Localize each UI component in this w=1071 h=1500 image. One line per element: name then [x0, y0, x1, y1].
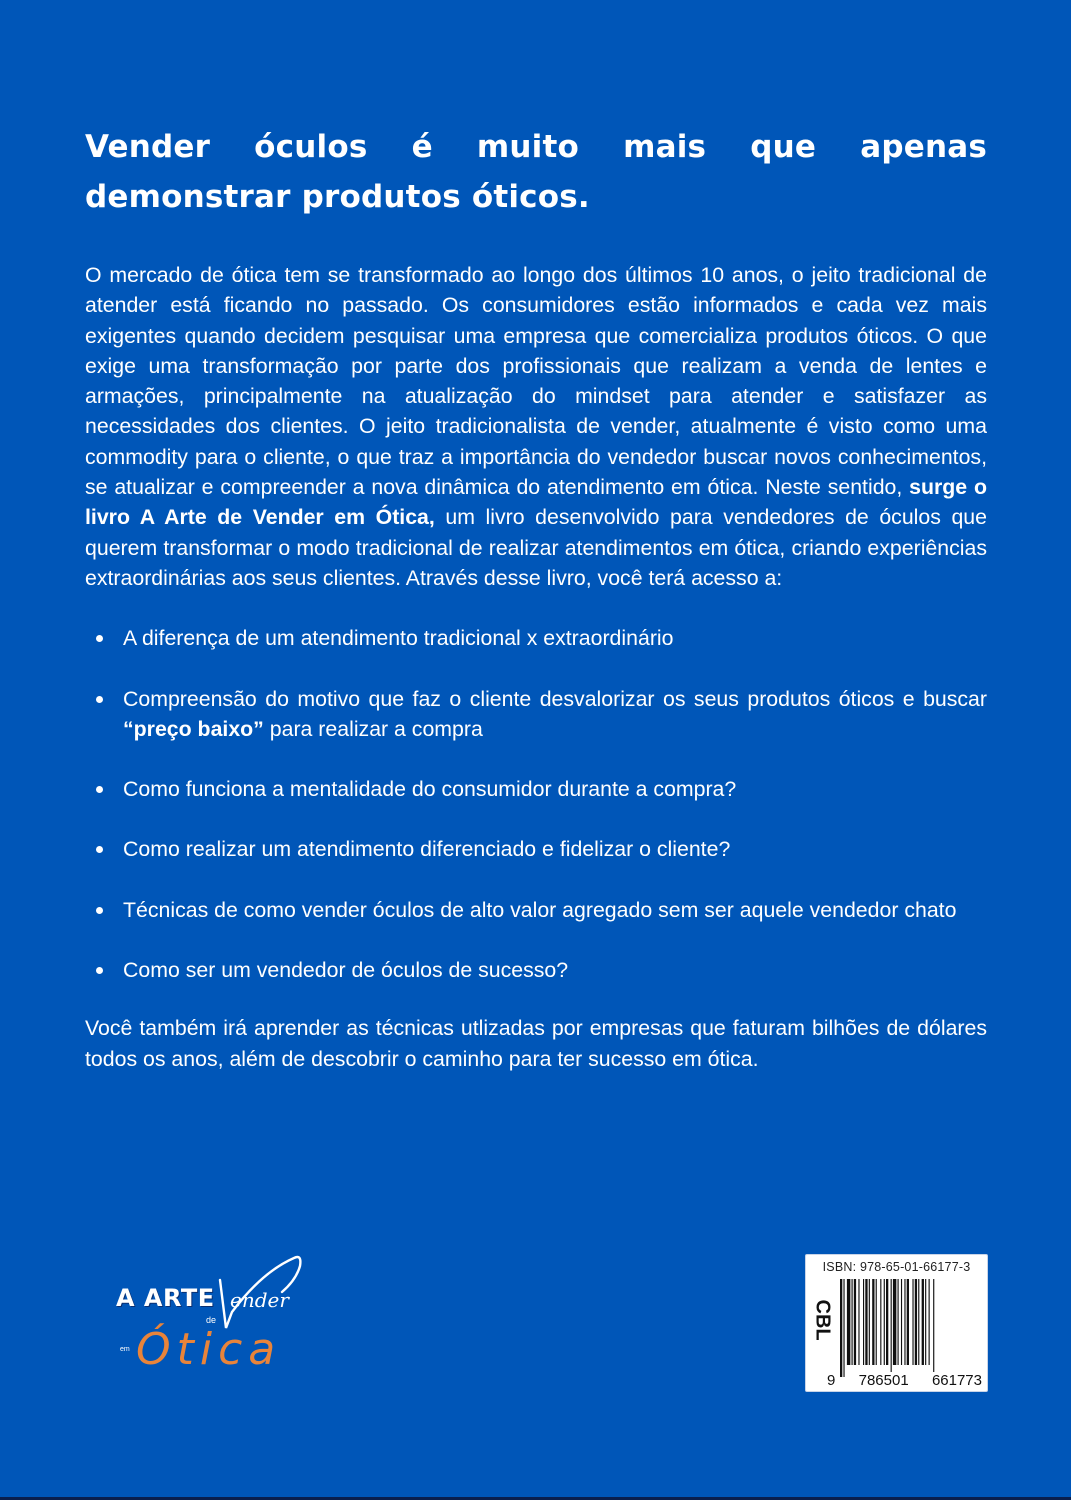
barcode-digit-group: 661773: [931, 1372, 982, 1389]
barcode-digits: [826, 1372, 983, 1389]
barcode-bar: [901, 1279, 902, 1365]
barcode-bar: [904, 1279, 905, 1365]
closing-paragraph: Você também irá aprender as técnicas utlizadas por empresas que faturam bilhões de dólares todos os anos, além de descobrir o caminho para ter sucesso em ótica.: [85, 1016, 987, 1071]
isbn-label: ISBN: 978-65-01-66177-3: [822, 1260, 971, 1274]
barcode-digit-group: 9: [827, 1372, 836, 1389]
bullet-icon: [96, 967, 103, 974]
intro-text-2: um livro desenvolvido para vendedores de óculos que querem transformar o modo tradicional de realizar atendimentos em ótica, criando experiências extraordinárias aos seus clientes. Através desse livro, você terá acesso a:: [85, 505, 987, 590]
bullet-icon: [96, 786, 103, 793]
logo-vender: ender: [230, 1288, 289, 1312]
barcode-bar: [858, 1279, 859, 1365]
isbn-barcode: [805, 1254, 988, 1392]
logo-em: em: [120, 1346, 130, 1353]
list-item: [85, 955, 987, 985]
barcode-bar: [865, 1279, 867, 1365]
intro-paragraph: [85, 260, 987, 593]
list-item-text: Como funciona a mentalidade do consumidor durante a compra?: [123, 777, 737, 802]
back-cover-text: [85, 122, 987, 1074]
list-item-text: Compreensão do motivo que faz o cliente desvalorizar os seus produtos óticos e buscar: [123, 686, 987, 711]
barcode-bar: [893, 1279, 896, 1365]
barcode-bar: [929, 1279, 930, 1365]
barcode-bar: [880, 1279, 881, 1365]
barcode-bar: [852, 1279, 853, 1365]
list-item: [85, 834, 987, 864]
barcode-bar: [840, 1279, 842, 1377]
barcode-bar: [886, 1279, 888, 1365]
barcode-bar: [915, 1279, 917, 1365]
barcode-bar: [884, 1279, 885, 1365]
barcode-digit-group: 786501: [858, 1372, 909, 1389]
list-item-text: para realizar a compra: [263, 716, 483, 741]
barcode-bar: [872, 1279, 874, 1365]
bullet-icon: [96, 907, 103, 914]
barcode-bar: [922, 1279, 924, 1365]
barcode-bar: [907, 1279, 909, 1365]
intro-bold-book-title: surge o livro A Arte de Vender em Ótica,: [85, 475, 987, 530]
book-logo: [112, 1252, 312, 1382]
barcode-bar: [863, 1279, 864, 1365]
list-item-text: A diferença de um atendimento tradicional x extraordinário: [123, 626, 674, 651]
list-item-bold-text: “preço baixo”: [123, 716, 264, 741]
barcode-bar: [933, 1279, 934, 1377]
barcode-bar: [847, 1279, 850, 1365]
headline: Vender óculos é muito mais que apenas demonstrar produtos óticos.: [85, 129, 987, 215]
barcode-bar: [843, 1279, 844, 1377]
bullet-icon: [96, 696, 103, 703]
list-item: [85, 774, 987, 804]
barcode-icon: [840, 1279, 980, 1379]
barcode-bar: [876, 1279, 877, 1365]
barcode-bar: [898, 1279, 899, 1365]
barcode-bar: [891, 1279, 892, 1377]
list-item: [85, 895, 987, 925]
topics-list: [85, 623, 987, 985]
list-item-text: Técnicas de como vender óculos de alto valor agregado sem ser aquele vendedor chato: [123, 897, 957, 922]
logo-de: de: [206, 1315, 217, 1325]
bullet-icon: [96, 635, 103, 642]
list-item: [85, 684, 987, 745]
list-item-text: Como ser um vendedor de óculos de sucesso?: [123, 958, 569, 983]
barcode-bar: [912, 1279, 913, 1365]
barcode-bar: [918, 1279, 919, 1365]
list-item: [85, 623, 987, 653]
barcode-bar: [925, 1279, 926, 1365]
list-item-text: Como realizar um atendimento diferenciado e fidelizar o cliente?: [123, 837, 731, 862]
logo-a-arte: A ARTE: [116, 1284, 215, 1312]
intro-text-1: O mercado de ótica tem se transformado ao longo dos últimos 10 anos, o jeito tradicional de atender está ficando no passado. Os consumidores estão informados e cada vez mais exigentes quando decidem pesquisar uma empresa que comercializa produtos óticos. O que exige uma transformação por parte dos profissionais que realizam a venda de lentes e armações, principalmente na atualização do mindset para atender e satisfazer as necessidades dos clientes. O jeito tradicionalista de vender, atualmente é visto como uma commodity para o cliente, o que traz a importância do vendedor buscar novos conhecimentos, se atualizar e compreender a nova dinâmica do atendimento em ótica. Neste sentido,: [85, 263, 987, 500]
barcode-bar: [854, 1279, 856, 1365]
bullet-icon: [96, 846, 103, 853]
publisher-mark: CBL: [811, 1299, 834, 1341]
logo-otica: Ótica: [136, 1324, 282, 1375]
barcode-bar: [869, 1279, 870, 1365]
